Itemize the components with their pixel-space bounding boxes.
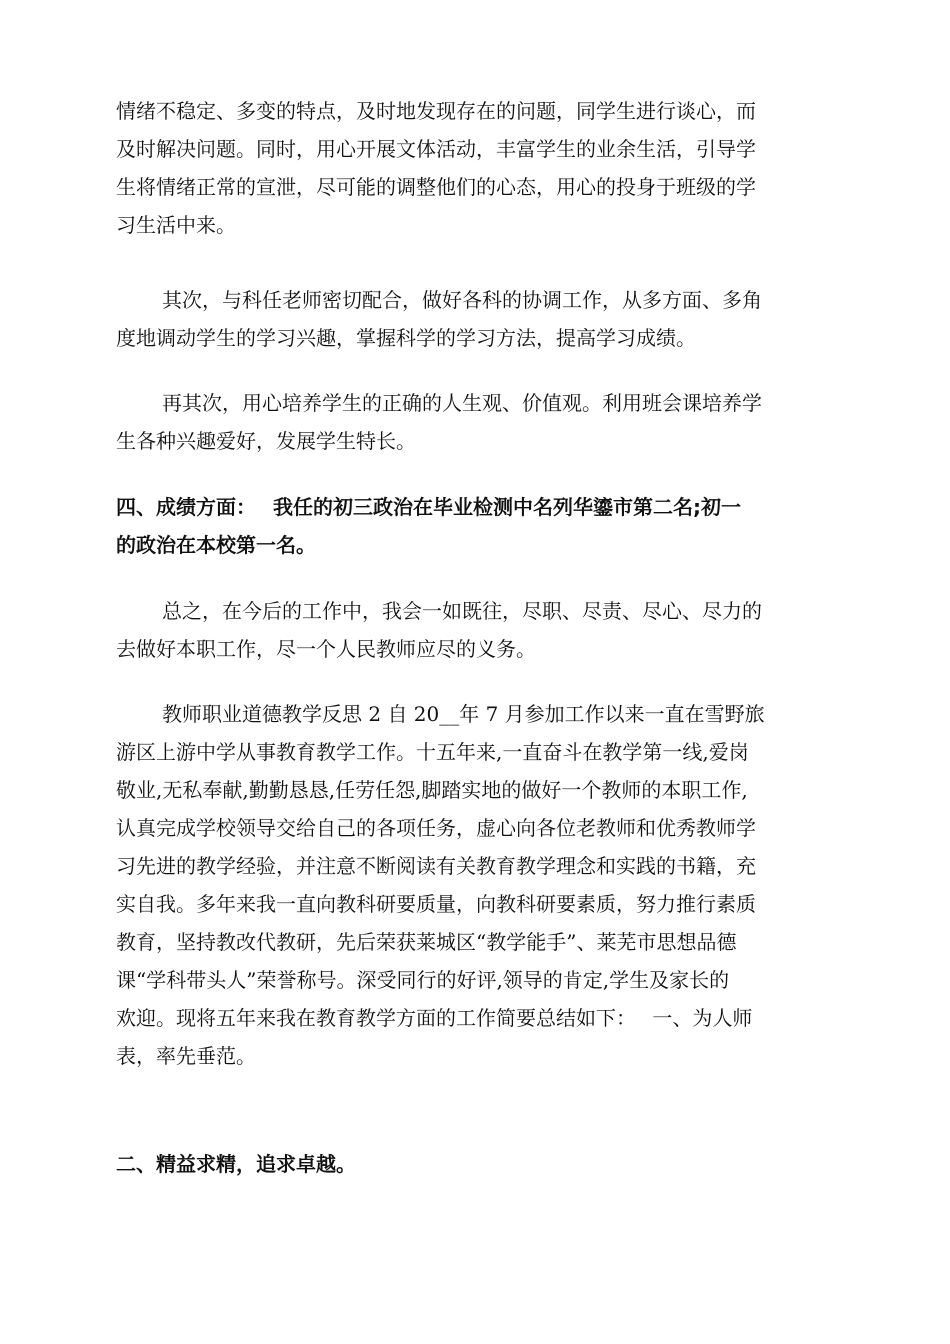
paragraph-line: 总之，在今后的工作中，我会一如既往，尽职、尽责、尽心、尽力的 — [162, 599, 762, 623]
paragraph-line: 教育，坚持教改代教研，先后荣获莱城区“教学能手”、莱芜市思想品德 — [116, 930, 737, 954]
section-heading-excellence — [116, 1145, 832, 1183]
paragraph-line: 教师职业道德教学反思 2 自 20__年 7 月参加工作以来一直在雪野旅 — [162, 702, 765, 726]
paragraph-emotion — [116, 92, 832, 244]
paragraph-line: 的政治在本校第一名。 — [116, 533, 316, 557]
section-heading-achievements — [116, 488, 832, 564]
paragraph-line: 习生活中来。 — [116, 213, 236, 237]
paragraph-line: 度地调动学生的学习兴趣，掌握科学的学习方法，提高学习成绩。 — [116, 326, 696, 350]
paragraph-values — [116, 384, 832, 460]
paragraph-line: 欢迎。现将五年来我在教育教学方面的工作简要总结如下： 一、为人师 — [116, 1006, 753, 1030]
paragraph-line: 情绪不稳定、多变的特点，及时地发现存在的问题，同学生进行谈心，而 — [116, 99, 756, 123]
paragraph-line: 去做好本职工作，尽一个人民教师应尽的义务。 — [116, 637, 536, 661]
paragraph-reflection — [116, 695, 832, 1075]
paragraph-line: 再其次，用心培养学生的正确的人生观、价值观。利用班会课培养学 — [162, 391, 762, 415]
paragraph-line: 其次，与科任老师密切配合，做好各科的协调工作，从多方面、多角 — [162, 288, 762, 312]
paragraph-line: 课“学科带头人”荣誉称号。深受同行的好评,领导的肯定,学生及家长的 — [116, 968, 730, 992]
paragraph-line: 游区上游中学从事教育教学工作。十五年来,一直奋斗在教学第一线,爱岗 — [116, 740, 749, 764]
paragraph-line: 四、成绩方面： 我任的初三政治在毕业检测中名列华鎏市第二名;初一 — [116, 495, 741, 519]
paragraph-line: 二、精益求精，追求卓越。 — [116, 1152, 356, 1176]
paragraph-line: 实自我。多年来我一直向教科研要质量，向教科研要素质，努力推行素质 — [116, 892, 756, 916]
paragraph-line: 生将情绪正常的宣泄，尽可能的调整他们的心态，用心的投身于班级的学 — [116, 175, 756, 199]
paragraph-line: 认真完成学校领导交给自己的各项任务，虚心向各位老教师和优秀教师学 — [116, 816, 756, 840]
paragraph-line: 敬业,无私奉献,勤勤恳恳,任劳任怨,脚踏实地的做好一个教师的本职工作, — [116, 778, 748, 802]
paragraph-line: 习先进的教学经验，并注意不断阅读有关教育教学理念和实践的书籍，充 — [116, 854, 756, 878]
paragraph-line: 生各种兴趣爱好，发展学生特长。 — [116, 429, 416, 453]
paragraph-line: 表，率先垂范。 — [116, 1044, 256, 1068]
paragraph-cooperation — [116, 281, 832, 357]
paragraph-line: 及时解决问题。同时，用心开展文体活动，丰富学生的业余生活，引导学 — [116, 137, 756, 161]
paragraph-conclusion — [116, 592, 832, 668]
